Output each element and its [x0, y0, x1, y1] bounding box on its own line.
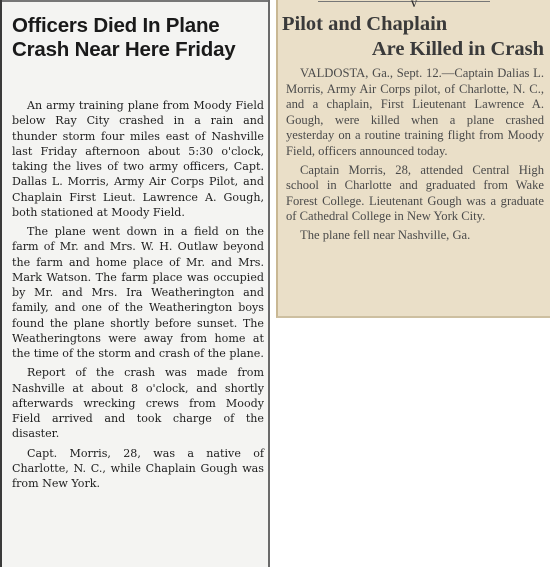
right-paragraph-2: Captain Morris, 28, attended Central High school in Charlotte and graduated from Wake Forest College. Lieutenant Gough was a graduate of Cathedral College in New York City. [286, 162, 544, 224]
right-newspaper-clipping [276, 0, 550, 318]
right-headline-line-1: Pilot and Chaplain [282, 13, 448, 35]
left-paragraph-3: Report of the crash was made from Nashville at about 8 o'clock, and shortly afterwards wrecking crews from Moody Field arrived and took charge of the disaster. [12, 366, 264, 441]
left-paragraph-1: An army training plane from Moody Field below Ray City crashed in a rain and thunder storm four miles east of Nashville last Friday afternoon about 5:30 o'clock, taking the lives of two army officers, Capt. Dallas L. Morris, Army Air Corps Pilot, and Chaplain First Lieut. Lawrence A. Gough, both stationed at Moody Field. [12, 99, 264, 219]
left-newspaper-clipping [0, 0, 270, 567]
right-headline [282, 12, 546, 62]
left-headline: Officers Died In Plane Crash Near Here Friday [12, 14, 236, 61]
clipping-top-rule [2, 0, 268, 2]
right-paragraph-1: VALDOSTA, Ga., Sept. 12.—Captain Dalias L. Morris, Army Air Corps pilot, of Charlotte, N. C., and a chaplain, First Lieutenant Lawrence A. Gough, were killed when a plane crashed yesterday on a routine training flight from Moody Field, officers announced today. [286, 66, 544, 158]
kicker-mark: V [410, 0, 418, 9]
right-headline-line-2: Are Killed in Crash [371, 38, 544, 60]
right-article-body [286, 66, 544, 247]
left-paragraph-2: The plane went down in a field on the farm of Mr. and Mrs. W. H. Outlaw beyond the farm and home place of Mr. and Mrs. Mark Watson. The farm place was occupied by Mr. and Mrs. Ira Weatherington and family, and one of the Weatherington boys found the plane shortly before sunset. The Weatheringtons were away from home at the time of the storm and crash of the plane. [12, 225, 264, 360]
left-article-body [12, 98, 264, 495]
right-paragraph-3: The plane fell near Nashville, Ga. [300, 227, 471, 242]
left-paragraph-4: Capt. Morris, 28, was a native of Charlotte, N. C., while Chaplain Gough was from New York. [12, 446, 264, 490]
